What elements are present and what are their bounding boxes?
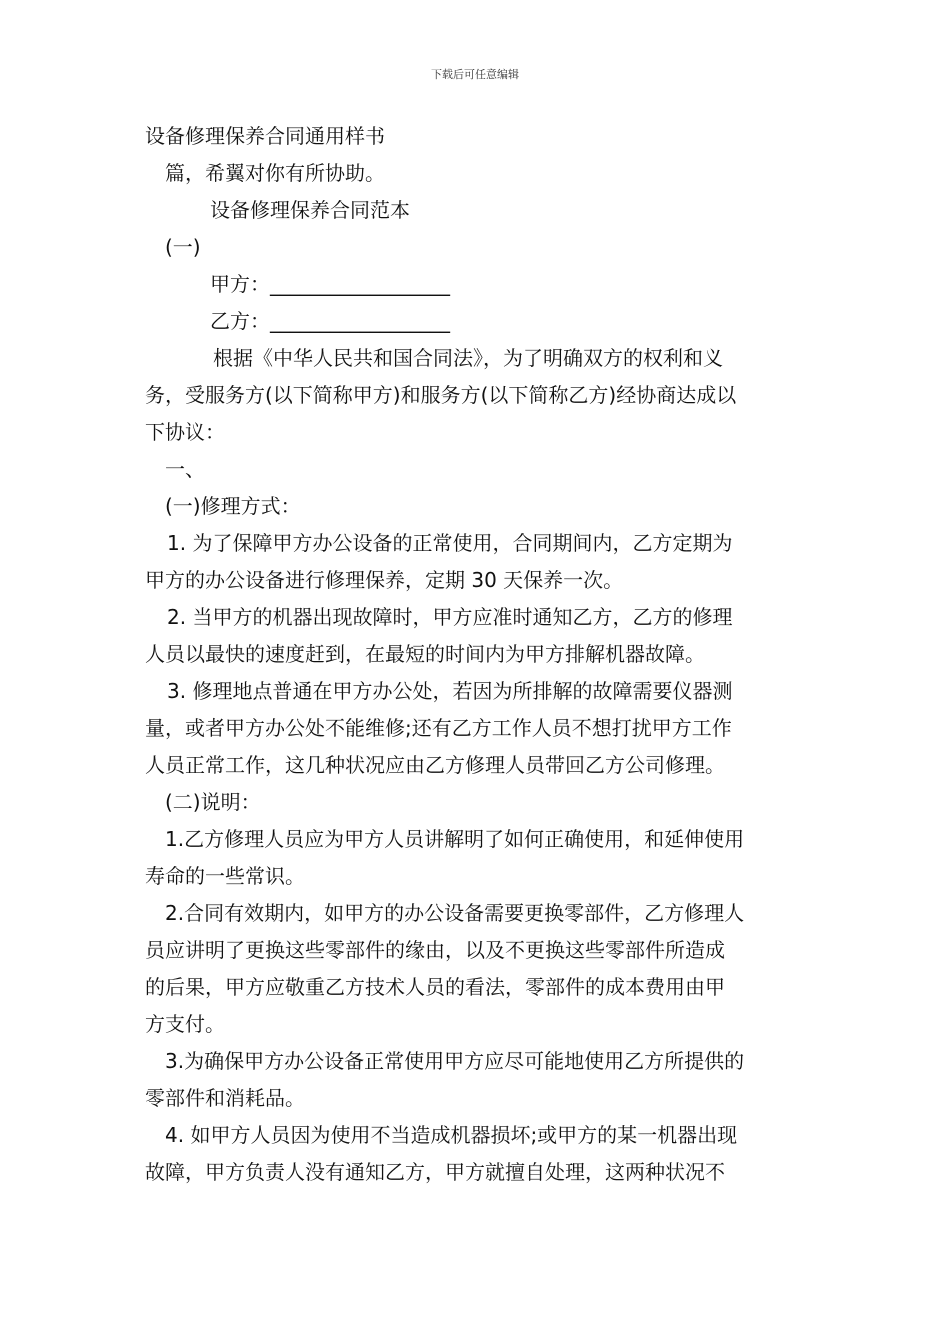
- note-item-line: 零部件和消耗品。: [145, 1086, 305, 1110]
- preamble-line: 务，受服务方(以下简称甲方)和服务方(以下简称乙方)经协商达成以: [145, 383, 737, 407]
- note-item-line: 2.合同有效期内，如甲方的办公设备需要更换零部件，乙方修理人: [165, 901, 745, 925]
- part-one-heading: 一、: [165, 457, 205, 481]
- repair-heading: (一)修理方式：: [165, 494, 301, 518]
- note-item-line: 员应讲明了更换这些零部件的缘由，以及不更换这些零部件所造成: [145, 938, 725, 962]
- page-header-note: 下载后可任意编辑: [431, 68, 519, 81]
- note-item-line: 4. 如甲方人员因为使用不当造成机器损坏;或甲方的某一机器出现: [165, 1123, 738, 1147]
- party-a-line: 甲方：__________________: [210, 272, 450, 296]
- document-subtitle: 设备修理保养合同范本: [210, 198, 410, 222]
- repair-item-line: 3. 修理地点普通在甲方办公处，若因为所排解的故障需要仪器测: [167, 679, 733, 703]
- note-item-line: 1.乙方修理人员应为甲方人员讲解明了如何正确使用，和延伸使用: [165, 827, 745, 851]
- notes-heading: (二)说明：: [165, 790, 261, 814]
- repair-item-line: 甲方的办公设备进行修理保养，定期 30 天保养一次。: [145, 568, 624, 592]
- document-body: [145, 118, 810, 1191]
- note-item-line: 故障，甲方负责人没有通知乙方，甲方就擅自处理，这两种状况不: [145, 1160, 725, 1184]
- repair-item-line: 量，或者甲方办公处不能维修;还有乙方工作人员不想打扰甲方工作: [145, 716, 732, 740]
- note-item-line: 方支付。: [145, 1012, 225, 1036]
- intro-line: 篇，希翼对你有所协助。: [165, 161, 385, 185]
- note-item-line: 的后果，甲方应敬重乙方技术人员的看法，零部件的成本费用由甲: [145, 975, 725, 999]
- repair-item-line: 1. 为了保障甲方办公设备的正常使用，合同期间内，乙方定期为: [167, 531, 733, 555]
- preamble-line: 根据《中华人民共和国合同法》，为了明确双方的权利和义: [213, 346, 723, 370]
- note-item-line: 寿命的一些常识。: [145, 864, 305, 888]
- party-b-line: 乙方：__________________: [210, 309, 450, 333]
- document-title: 设备修理保养合同通用样书: [145, 124, 385, 148]
- section-marker: (一): [165, 235, 201, 259]
- repair-item-line: 人员正常工作，这几种状况应由乙方修理人员带回乙方公司修理。: [145, 753, 725, 777]
- note-item-line: 3.为确保甲方办公设备正常使用甲方应尽可能地使用乙方所提供的: [165, 1049, 745, 1073]
- repair-item-line: 人员以最快的速度赶到，在最短的时间内为甲方排解机器故障。: [145, 642, 705, 666]
- preamble-line: 下协议：: [145, 420, 225, 444]
- repair-item-line: 2. 当甲方的机器出现故障时，甲方应准时通知乙方，乙方的修理: [167, 605, 733, 629]
